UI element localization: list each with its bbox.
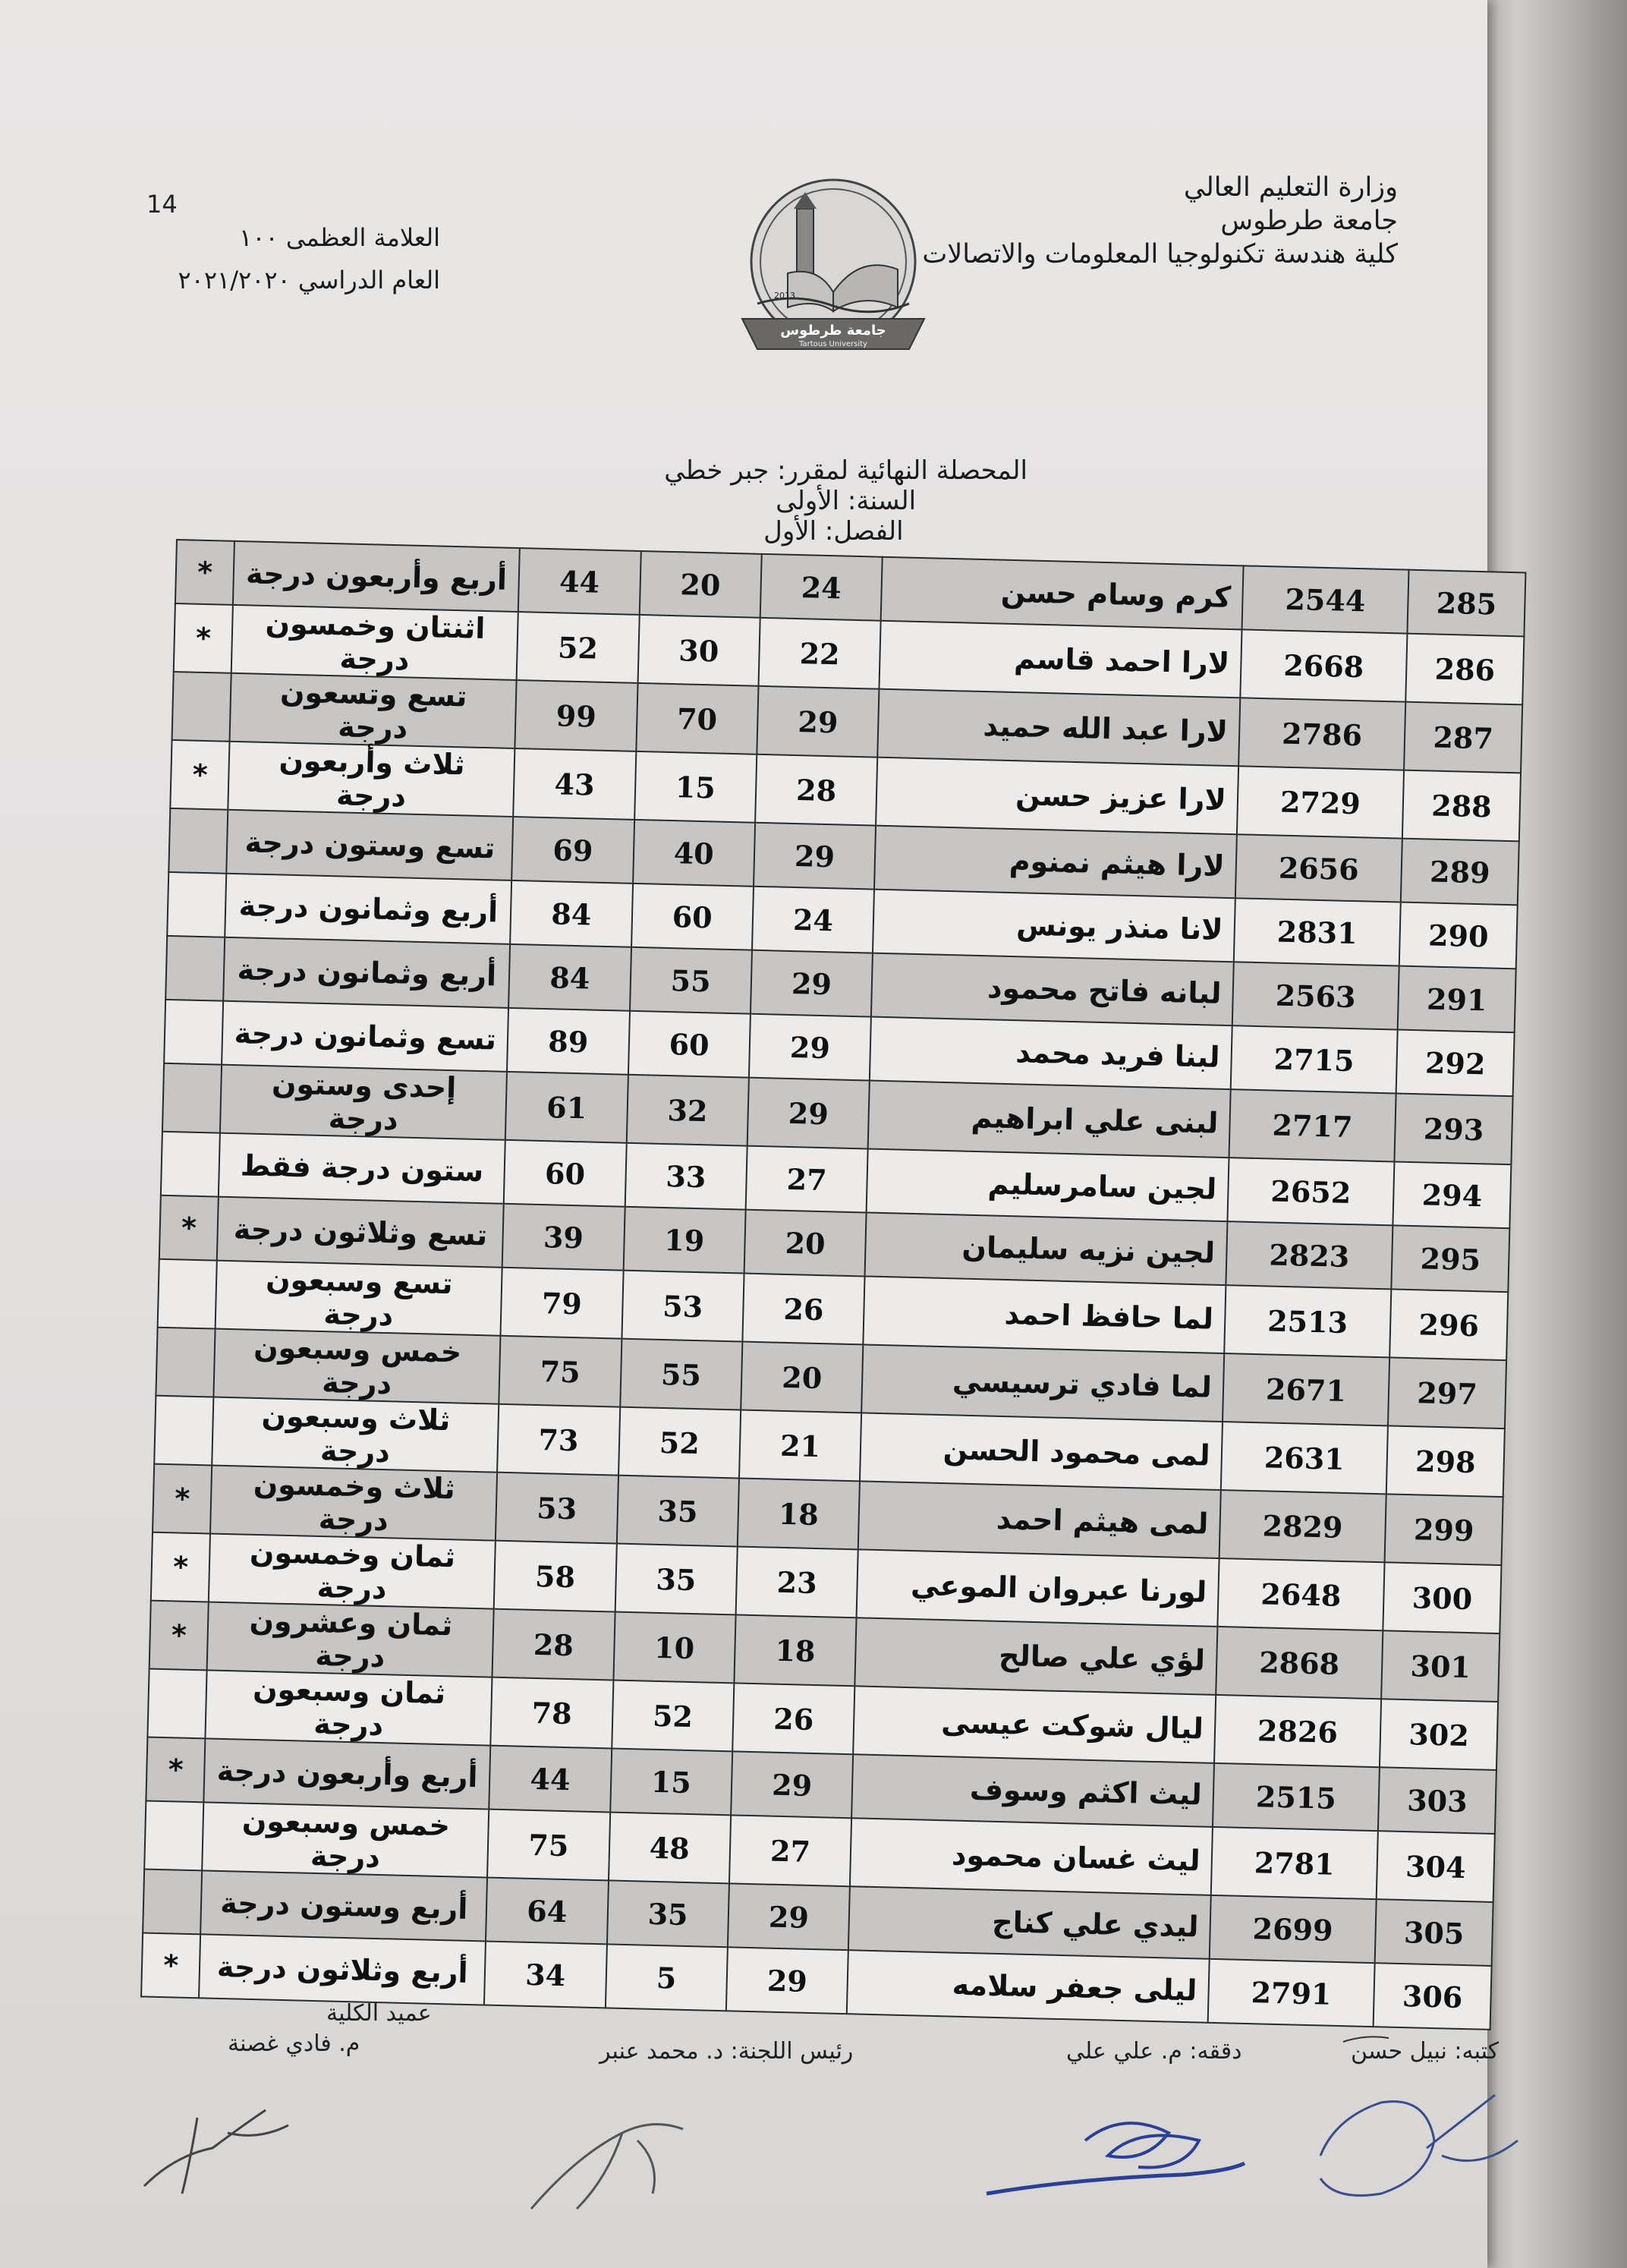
total-mark-cell: 64 bbox=[486, 1878, 608, 1945]
mark-in-words-cell: ثلاث وخمسون درجة bbox=[210, 1466, 497, 1541]
student-name-cell: لبنى علي ابراهيم bbox=[868, 1081, 1231, 1158]
exam-mark-cell: 53 bbox=[622, 1271, 744, 1342]
student-name-cell: لبنا فريد محمد bbox=[870, 1017, 1232, 1090]
total-mark-cell: 69 bbox=[511, 817, 634, 884]
serial-number-cell: 295 bbox=[1392, 1225, 1510, 1292]
student-name-cell: ليدي علي كناج bbox=[848, 1886, 1210, 1959]
course-year: السنة: الأولى bbox=[776, 486, 917, 516]
exam-mark-cell: 52 bbox=[612, 1681, 735, 1752]
exam-mark-cell: 40 bbox=[633, 820, 755, 887]
logo-year: 2013 bbox=[774, 291, 795, 301]
mark-in-words-cell: أربع وثمانون درجة bbox=[225, 874, 512, 944]
mark-in-words-cell: أربع وأربعون درجة bbox=[233, 541, 520, 612]
practical-mark-cell: 29 bbox=[757, 686, 880, 758]
fail-flag-cell bbox=[144, 1801, 204, 1871]
student-name-cell: لؤي علي صالح bbox=[855, 1618, 1218, 1695]
serial-number-cell: 296 bbox=[1389, 1289, 1508, 1360]
mark-in-words-cell: ثمان وخمسون درجة bbox=[209, 1533, 496, 1608]
serial-number-cell: 292 bbox=[1396, 1030, 1515, 1097]
student-id-cell: 2786 bbox=[1238, 698, 1406, 770]
fail-flag-cell: * bbox=[175, 540, 234, 605]
fail-flag-cell bbox=[154, 1396, 214, 1466]
mark-in-words-cell: أربع وثلاثون درجة bbox=[199, 1934, 486, 2005]
fail-flag-cell bbox=[143, 1870, 202, 1935]
practical-mark-cell: 23 bbox=[735, 1546, 858, 1618]
mark-in-words-cell: ثلاث وأربعون درجة bbox=[228, 742, 515, 817]
student-name-cell: ليلى جعفر سلامه bbox=[847, 1950, 1209, 2023]
total-mark-cell: 52 bbox=[517, 612, 640, 683]
fail-flag-cell bbox=[147, 1669, 207, 1739]
fail-flag-cell bbox=[165, 936, 225, 1001]
total-mark-cell: 39 bbox=[502, 1204, 625, 1271]
serial-number-cell: 302 bbox=[1380, 1699, 1498, 1770]
serial-number-cell: 291 bbox=[1398, 966, 1516, 1033]
student-name-cell: لمى محمود الحسن bbox=[860, 1413, 1223, 1490]
student-name-cell: لارا عزيز حسن bbox=[876, 758, 1238, 835]
exam-mark-cell: 15 bbox=[610, 1748, 732, 1815]
fail-flag-cell bbox=[162, 1063, 222, 1133]
written-by-label: كتبه: نبيل حسن bbox=[1351, 2038, 1499, 2065]
academic-year: العام الدراسي ٢٠٢١/٢٠٢٠ bbox=[178, 266, 440, 295]
logo-name-ar: جامعة طرطوس bbox=[780, 323, 886, 339]
total-mark-cell: 73 bbox=[497, 1404, 620, 1476]
fail-flag-cell: * bbox=[174, 603, 234, 673]
exam-mark-cell: 70 bbox=[636, 683, 759, 754]
student-name-cell: لجين سامرسليم bbox=[867, 1149, 1229, 1222]
exam-mark-cell: 10 bbox=[613, 1612, 736, 1684]
total-mark-cell: 44 bbox=[489, 1746, 611, 1813]
student-name-cell: لبانه فاتح محمود bbox=[871, 953, 1233, 1026]
total-mark-cell: 58 bbox=[494, 1541, 617, 1612]
fail-flag-cell bbox=[158, 1259, 218, 1329]
total-mark-cell: 99 bbox=[515, 680, 638, 751]
serial-number-cell: 301 bbox=[1381, 1630, 1500, 1702]
fail-flag-cell bbox=[164, 1000, 223, 1065]
logo-name-en: Tartous University bbox=[799, 340, 867, 348]
practical-mark-cell: 27 bbox=[745, 1146, 867, 1213]
serial-number-cell: 294 bbox=[1393, 1161, 1512, 1228]
student-name-cell: لارا احمد قاسم bbox=[880, 621, 1242, 698]
exam-mark-cell: 48 bbox=[608, 1812, 731, 1883]
checked-by-label: دققه: م. علي علي bbox=[1066, 2038, 1242, 2065]
practical-mark-cell: 18 bbox=[734, 1614, 857, 1686]
practical-mark-cell: 29 bbox=[731, 1751, 853, 1818]
fail-flag-cell bbox=[167, 872, 226, 937]
university-logo bbox=[727, 178, 939, 361]
student-id-cell: 2656 bbox=[1235, 834, 1402, 902]
mark-in-words-cell: خمس وسبعون درجة bbox=[203, 1802, 489, 1877]
mark-in-words-cell: ثلاث وسبعون درجة bbox=[212, 1397, 499, 1473]
exam-mark-cell: 5 bbox=[605, 1944, 727, 2011]
fail-flag-cell bbox=[156, 1328, 216, 1397]
practical-mark-cell: 29 bbox=[749, 1014, 871, 1081]
practical-mark-cell: 29 bbox=[754, 823, 876, 890]
practical-mark-cell: 29 bbox=[726, 1947, 848, 2014]
student-name-cell: لمى هيثم احمد bbox=[858, 1481, 1221, 1558]
serial-number-cell: 293 bbox=[1395, 1094, 1513, 1165]
practical-mark-cell: 24 bbox=[760, 554, 883, 621]
committee-head-label: رئيس اللجنة: د. محمد عنبر bbox=[600, 2038, 854, 2065]
student-name-cell: ليث اكثم وسوف bbox=[851, 1754, 1213, 1827]
fail-flag-cell bbox=[172, 672, 232, 742]
student-name-cell: ليال شوكت عيسى bbox=[853, 1686, 1216, 1763]
student-name-cell: لما فادي ترسيسي bbox=[861, 1344, 1224, 1422]
fail-flag-cell bbox=[161, 1132, 220, 1197]
student-id-cell: 2648 bbox=[1217, 1558, 1385, 1630]
serial-number-cell: 286 bbox=[1405, 634, 1524, 705]
exam-mark-cell: 32 bbox=[626, 1075, 749, 1146]
student-id-cell: 2868 bbox=[1216, 1627, 1383, 1699]
page-number: 14 bbox=[146, 190, 178, 219]
exam-mark-cell: 15 bbox=[634, 751, 757, 823]
student-id-cell: 2671 bbox=[1223, 1353, 1390, 1425]
student-id-cell: 2515 bbox=[1213, 1763, 1380, 1831]
student-id-cell: 2791 bbox=[1207, 1959, 1374, 2027]
fail-flag-cell: * bbox=[153, 1464, 212, 1534]
student-id-cell: 2829 bbox=[1219, 1490, 1386, 1562]
practical-mark-cell: 28 bbox=[755, 754, 878, 826]
grades-table bbox=[140, 539, 1526, 2030]
mark-in-words-cell: أربع وستون درجة bbox=[200, 1870, 487, 1941]
total-mark-cell: 75 bbox=[499, 1336, 622, 1407]
total-mark-cell: 34 bbox=[484, 1942, 606, 2008]
mark-in-words-cell: ثمان وعشرون درجة bbox=[207, 1602, 494, 1677]
dean-title-label: عميد الكلية bbox=[326, 2000, 432, 2027]
student-name-cell: لجين نزيه سليمان bbox=[865, 1212, 1227, 1285]
exam-mark-cell: 30 bbox=[637, 615, 760, 686]
practical-mark-cell: 29 bbox=[751, 950, 873, 1017]
exam-mark-cell: 35 bbox=[615, 1544, 738, 1615]
practical-mark-cell: 26 bbox=[742, 1274, 865, 1345]
student-id-cell: 2781 bbox=[1210, 1827, 1378, 1899]
practical-mark-cell: 21 bbox=[739, 1410, 862, 1482]
exam-meta bbox=[137, 216, 440, 301]
student-name-cell: لانا منذر يونس bbox=[873, 890, 1235, 962]
practical-mark-cell: 24 bbox=[752, 887, 874, 953]
serial-number-cell: 289 bbox=[1401, 839, 1519, 906]
ministry-name: وزارة التعليم العالي bbox=[1183, 172, 1398, 203]
serial-number-cell: 305 bbox=[1375, 1899, 1493, 1966]
mark-in-words-cell: تسع وثلاثون درجة bbox=[217, 1197, 504, 1268]
serial-number-cell: 299 bbox=[1385, 1494, 1503, 1565]
student-name-cell: لارا عبد الله حميد bbox=[877, 689, 1240, 767]
total-mark-cell: 84 bbox=[508, 944, 631, 1011]
exam-mark-cell: 60 bbox=[631, 884, 754, 950]
mark-in-words-cell: خمس وسبعون درجة bbox=[214, 1329, 501, 1404]
exam-mark-cell: 20 bbox=[639, 551, 761, 618]
total-mark-cell: 28 bbox=[493, 1609, 615, 1681]
student-id-cell: 2631 bbox=[1220, 1422, 1388, 1494]
max-mark: العلامة العظمى ١٠٠ bbox=[239, 223, 440, 252]
student-id-cell: 2826 bbox=[1214, 1695, 1382, 1767]
course-name: المحصلة النهائية لمقرر: جبر خطي bbox=[664, 455, 1027, 486]
fail-flag-cell: * bbox=[141, 1933, 200, 1998]
fail-flag-cell: * bbox=[151, 1532, 211, 1602]
student-name-cell: لما حافظ احمد bbox=[864, 1276, 1226, 1353]
student-name-cell: لارا هيثم نمنوم bbox=[874, 826, 1236, 899]
student-id-cell: 2544 bbox=[1241, 565, 1408, 633]
mark-in-words-cell: تسع وتسعون درجة bbox=[230, 673, 517, 748]
exam-mark-cell: 19 bbox=[623, 1207, 745, 1274]
practical-mark-cell: 27 bbox=[729, 1815, 852, 1886]
exam-mark-cell: 60 bbox=[628, 1011, 750, 1078]
mark-in-words-cell: ثمان وسبعون درجة bbox=[206, 1670, 493, 1745]
serial-number-cell: 287 bbox=[1404, 702, 1522, 773]
course-semester: الفصل: الأول bbox=[763, 516, 904, 547]
fail-flag-cell: * bbox=[146, 1737, 205, 1803]
fail-flag-cell bbox=[168, 808, 228, 874]
practical-mark-cell: 26 bbox=[732, 1683, 855, 1754]
total-mark-cell: 89 bbox=[507, 1008, 629, 1075]
total-mark-cell: 60 bbox=[504, 1140, 626, 1207]
exam-mark-cell: 33 bbox=[625, 1143, 747, 1210]
fail-flag-cell: * bbox=[149, 1601, 209, 1671]
exam-mark-cell: 52 bbox=[618, 1407, 741, 1479]
practical-mark-cell: 29 bbox=[728, 1883, 850, 1950]
exam-mark-cell: 35 bbox=[616, 1476, 739, 1547]
student-id-cell: 2729 bbox=[1237, 766, 1405, 838]
mark-in-words-cell: تسع وستون درجة bbox=[227, 810, 514, 880]
university-name: جامعة طرطوس bbox=[1220, 206, 1398, 236]
total-mark-cell: 79 bbox=[501, 1268, 624, 1339]
student-id-cell: 2717 bbox=[1229, 1089, 1396, 1161]
practical-mark-cell: 18 bbox=[738, 1478, 861, 1549]
student-name-cell: كرم وسام حسن bbox=[881, 557, 1243, 630]
student-id-cell: 2652 bbox=[1227, 1158, 1394, 1225]
total-mark-cell: 61 bbox=[505, 1072, 628, 1143]
fail-flag-cell: * bbox=[159, 1195, 219, 1261]
mark-in-words-cell: إحدى وستون درجة bbox=[220, 1065, 507, 1140]
practical-mark-cell: 20 bbox=[744, 1210, 866, 1277]
mark-in-words-cell: اثنتان وخمسون درجة bbox=[231, 605, 518, 680]
exam-mark-cell: 55 bbox=[629, 947, 751, 1014]
fail-flag-cell: * bbox=[170, 740, 230, 810]
student-id-cell: 2831 bbox=[1233, 898, 1400, 965]
student-name-cell: ليث غسان محمود bbox=[850, 1818, 1213, 1895]
total-mark-cell: 44 bbox=[518, 548, 640, 615]
total-mark-cell: 84 bbox=[510, 880, 632, 947]
total-mark-cell: 53 bbox=[496, 1473, 618, 1544]
student-id-cell: 2715 bbox=[1230, 1025, 1397, 1093]
dean-name-label: م. فادي غصنة bbox=[228, 2030, 360, 2057]
exam-mark-cell: 35 bbox=[606, 1880, 729, 1947]
student-id-cell: 2699 bbox=[1209, 1895, 1376, 1963]
serial-number-cell: 285 bbox=[1408, 570, 1526, 637]
total-mark-cell: 75 bbox=[487, 1810, 610, 1881]
exam-mark-cell: 55 bbox=[620, 1339, 743, 1410]
serial-number-cell: 304 bbox=[1377, 1831, 1495, 1902]
serial-number-cell: 306 bbox=[1374, 1963, 1492, 2030]
total-mark-cell: 43 bbox=[513, 748, 636, 820]
student-id-cell: 2668 bbox=[1240, 629, 1408, 701]
total-mark-cell: 78 bbox=[490, 1677, 613, 1749]
serial-number-cell: 300 bbox=[1383, 1562, 1502, 1633]
serial-number-cell: 298 bbox=[1386, 1425, 1505, 1497]
mark-in-words-cell: تسع وسبعون درجة bbox=[216, 1261, 502, 1336]
practical-mark-cell: 22 bbox=[758, 618, 881, 689]
student-id-cell: 2823 bbox=[1226, 1221, 1393, 1289]
student-id-cell: 2563 bbox=[1232, 962, 1399, 1029]
mark-in-words-cell: تسع وثمانون درجة bbox=[222, 1001, 508, 1072]
serial-number-cell: 288 bbox=[1402, 770, 1521, 842]
serial-number-cell: 290 bbox=[1399, 902, 1518, 969]
serial-number-cell: 297 bbox=[1388, 1357, 1506, 1429]
signature-area bbox=[0, 1966, 1627, 2239]
mark-in-words-cell: أربع وأربعون درجة bbox=[204, 1738, 491, 1809]
practical-mark-cell: 20 bbox=[741, 1342, 864, 1413]
mark-in-words-cell: أربع وثمانون درجة bbox=[224, 937, 511, 1008]
practical-mark-cell: 29 bbox=[747, 1078, 870, 1149]
faculty-name: كلية هندسة تكنولوجيا المعلومات والاتصالات bbox=[922, 239, 1398, 269]
mark-in-words-cell: ستون درجة فقط bbox=[219, 1133, 505, 1204]
student-name-cell: لورنا عبروان الموعي bbox=[857, 1549, 1219, 1627]
serial-number-cell: 303 bbox=[1378, 1767, 1496, 1834]
handwritten-signatures bbox=[0, 1966, 1627, 2239]
student-id-cell: 2513 bbox=[1224, 1285, 1392, 1357]
